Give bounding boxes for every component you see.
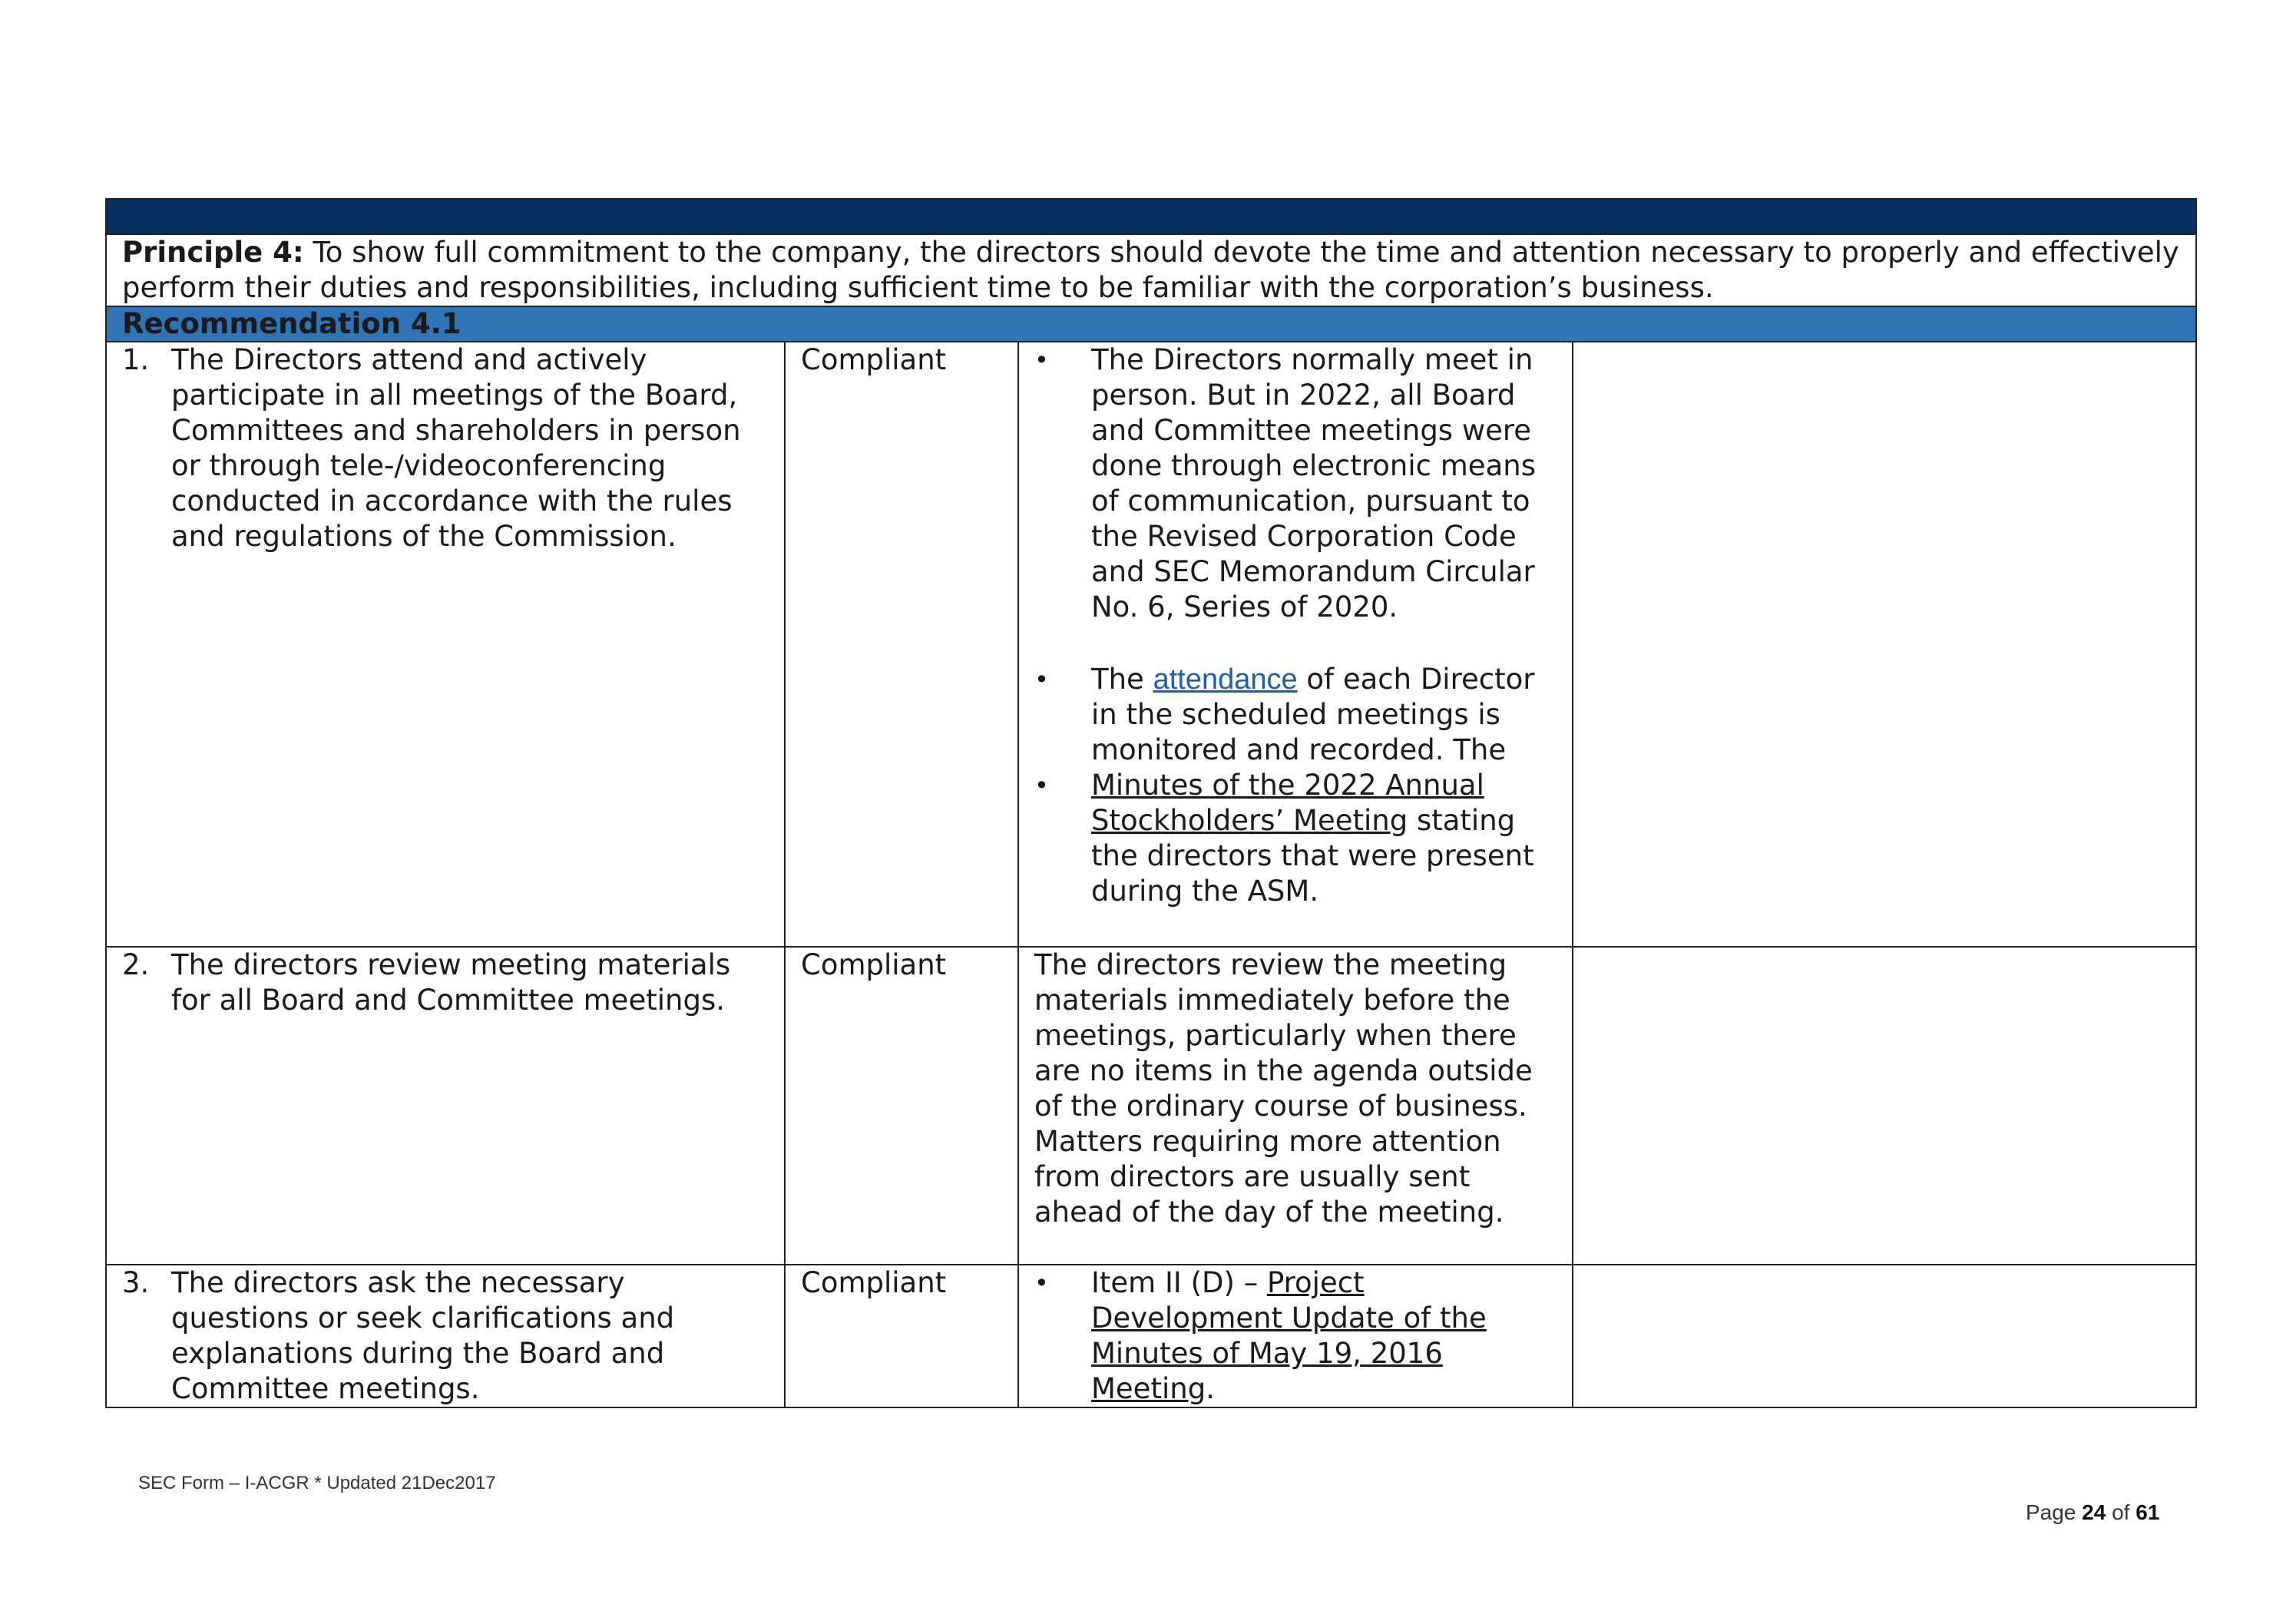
header-band [106,199,2196,234]
table-row [106,1265,2196,1407]
project-development-link[interactable]: Project Development Update of the Minutes of May 19, 2016 Meeting [1091,1266,1487,1405]
principle-label: Principle 4: [122,236,304,269]
form-footer-label: SEC Form – I-ACGR * Updated 21Dec2017 [138,1473,496,1493]
item-text: The directors review meeting materials for all Board and Committee meetings. [171,948,731,1017]
attendance-link[interactable]: attendance [1153,663,1298,696]
bullet-text-prefix: Item II (D) – [1091,1266,1267,1299]
explanation-cell [1018,342,1573,947]
item-number: 2. [122,948,150,981]
compliance-status: Compliant [801,343,947,376]
table-row [106,342,2196,947]
remarks-cell [1573,947,2196,1265]
explanation-list [1034,1265,1557,1407]
principle-row [106,234,2196,306]
item-number: 1. [122,343,150,376]
principle-text: To show full commitment to the company, the directors should devote the time and attention necessary to properly and effectively perform their duties and responsibilities, including sufficient time to be familiar with the corporation’s business. [122,236,2179,304]
list-spacer [1034,625,1557,662]
remarks-cell [1573,342,2196,947]
recommendation-title: Recommendation 4.1 [106,306,2196,342]
bullet-icon: • [1034,771,1049,800]
page-number [2026,1500,2159,1525]
recommendation-item-cell [106,342,785,947]
compliance-status-cell [785,1265,1018,1407]
explanation-text: The directors review the meeting materials immediately before the meetings, particularly when there are no items in the agenda outside of the ordinary course of business. Matters requiring more attention from directors are usually sent ahead of the day of the meeting. [1034,948,1533,1229]
bullet-text-suffix: stating the directors that were present during the ASM. [1091,804,1534,908]
bullet-text [1091,1265,1557,1407]
remarks-cell [1573,1265,2196,1407]
recommendation-row [106,306,2196,342]
recommendation-item-cell [106,947,785,1265]
bullet-text: The Directors normally meet in person. But in 2022, all Board and Committee meetings were done through electronic means of communication, pursuant to the Revised Corporation Code and SEC Memorandum Circular No. 6, Series of 2020. [1091,343,1536,623]
bullet-icon: • [1034,346,1049,375]
compliance-status-cell [785,342,1018,947]
bullet-text-prefix: The [1091,663,1153,696]
explanation-cell [1018,1265,1573,1407]
item-number: 3. [122,1266,150,1299]
principle-cell [106,234,2196,306]
compliance-status: Compliant [801,1266,947,1299]
asm-minutes-link[interactable]: Minutes of the 2022 Annual Stockholders’ Meeting [1091,769,1484,837]
recommendation-item-cell [106,1265,785,1407]
page-current: 24 [2082,1500,2106,1524]
explanation-list [1034,342,1557,909]
page-total: 61 [2136,1500,2160,1524]
page-of: of [2106,1500,2136,1524]
list-item [1034,768,1557,909]
header-band-cell [106,199,2196,234]
compliance-table [105,198,2197,1408]
item-text: The directors ask the necessary questions or seek clarifications and explanations during the Board and Committee meetings. [171,1266,675,1405]
list-item [1034,342,1557,625]
bullet-text [1091,662,1557,768]
bullet-text-suffix: of each Director in the scheduled meetings is monitored and recorded. The [1091,663,1535,766]
bullet-icon: • [1034,665,1049,694]
list-item [1034,1265,1557,1407]
compliance-status: Compliant [801,948,947,981]
explanation-cell [1018,947,1573,1265]
compliance-status-cell [785,947,1018,1265]
item-text: The Directors attend and actively participate in all meetings of the Board, Committees and shareholders in person or through tele-/videoconferencing conducted in accordance with the rules and regulations of the Commission. [171,343,741,553]
bullet-text-suffix: . [1206,1372,1215,1405]
list-item [1034,662,1557,768]
bullet-icon: • [1034,1268,1049,1298]
bullet-text [1091,768,1557,909]
table-row [106,947,2196,1265]
page-prefix: Page [2026,1500,2083,1524]
